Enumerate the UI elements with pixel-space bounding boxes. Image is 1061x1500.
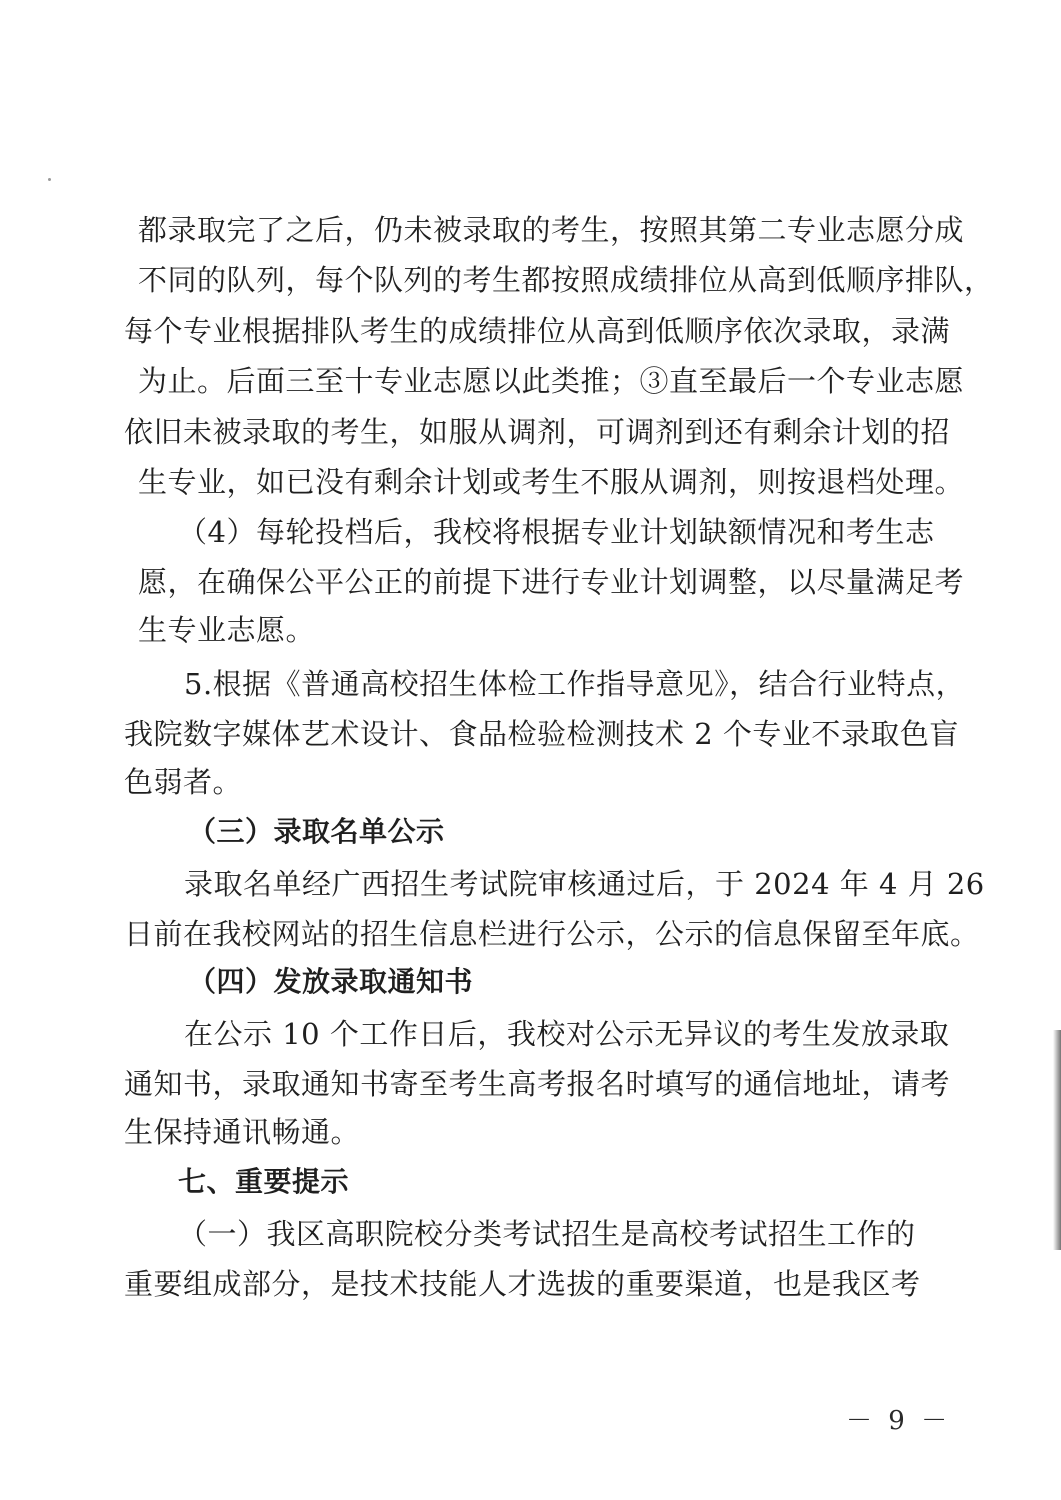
- text-line: 录取名单经广西招生考试院审核通过后，于 2024 年 4 月 26: [184, 867, 985, 901]
- section-heading: （三）录取名单公示: [188, 815, 445, 848]
- text-line: 不同的队列，每个队列的考生都按照成绩排位从高到低顺序排队，: [138, 263, 994, 297]
- scan-speck: [48, 178, 51, 181]
- text-line: 在公示 10 个工作日后，我校对公示无异议的考生发放录取: [184, 1017, 950, 1051]
- text-line: 通知书，录取通知书寄至考生高考报名时填写的通信地址，请考: [124, 1067, 951, 1101]
- text-line: 生保持通讯畅通。: [124, 1115, 361, 1149]
- text-line: 生专业志愿。: [138, 613, 316, 647]
- text-line: 为止。后面三至十专业志愿以此类推；③直至最后一个专业志愿: [138, 364, 965, 398]
- section-heading: （四）发放录取通知书: [188, 965, 474, 998]
- text-line: 每个专业根据排队考生的成绩排位从高到低顺序依次录取，录满: [124, 314, 951, 348]
- scan-shadow-edge: [1053, 1030, 1061, 1250]
- text-line: 色弱者。: [124, 765, 243, 799]
- text-line: 生专业，如已没有剩余计划或考生不服从调剂，则按退档处理。: [138, 465, 965, 499]
- text-line: 我院数字媒体艺术设计、食品检验检测技术 2 个专业不录取色盲: [124, 717, 959, 751]
- text-line: 重要组成部分，是技术技能人才选拔的重要渠道，也是我区考: [124, 1267, 921, 1301]
- text-line: 都录取完了之后，仍未被录取的考生，按照其第二专业志愿分成: [138, 213, 965, 247]
- text-line: 依旧未被录取的考生，如服从调剂，可调剂到还有剩余计划的招: [124, 415, 951, 449]
- text-line: 日前在我校网站的招生信息栏进行公示，公示的信息保留至年底。: [124, 917, 980, 951]
- text-line: （4）每轮投档后，我校将根据专业计划缺额情况和考生志: [178, 515, 935, 549]
- text-line: （一）我区高职院校分类考试招生是高校考试招生工作的: [178, 1217, 916, 1251]
- text-line: 愿，在确保公平公正的前提下进行专业计划调整，以尽量满足考: [138, 565, 965, 599]
- chapter-heading: 七、重要提示: [178, 1165, 350, 1198]
- page-number: － 9 －: [846, 1406, 952, 1436]
- text-line: 5.根据《普通高校招生体检工作指导意见》，结合行业特点，: [184, 667, 966, 701]
